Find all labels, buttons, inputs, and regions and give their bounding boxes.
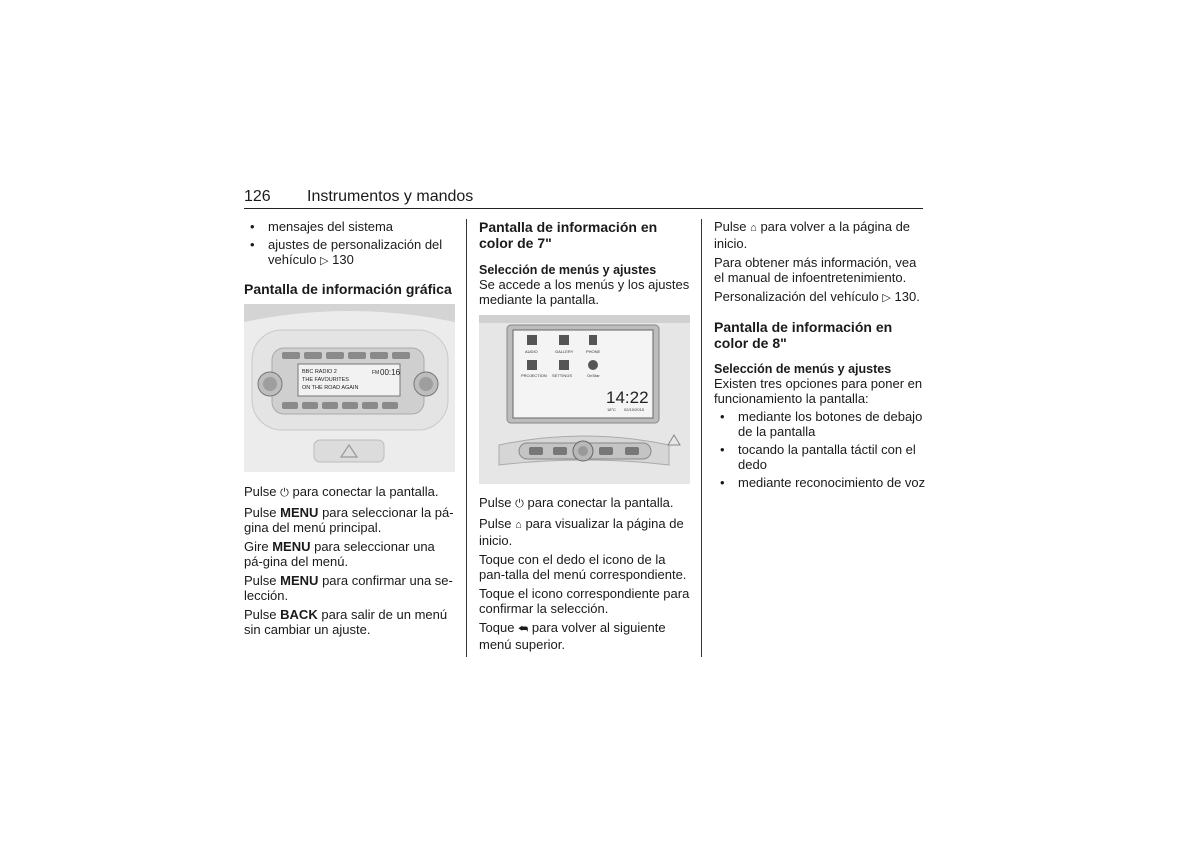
paragraph: Toque con el dedo el icono de la pan-talla del menú correspondiente. [479,552,687,582]
column-2 [479,219,691,656]
list-item [244,237,456,269]
list-item-text: mensajes del sistema [268,219,393,234]
page-reference-icon: ▷ [320,255,329,267]
column-3 [714,219,926,493]
paragraph: Personalización del vehículo ▷ 130. [714,289,920,304]
display-line: THE FAVOURITES [302,377,349,383]
back-icon: ⮪ [518,623,529,635]
paragraph: Pulse MENU para seleccionar la pá-gina del menú principal. [244,505,454,535]
page-header [244,188,923,209]
paragraph: Pulse ⏻ para conectar la pantalla. [244,484,439,499]
paragraph: Pulse ⌂ para visualizar la página de inicio. [479,516,684,548]
column-divider [466,219,467,657]
home-icon: ⌂ [515,519,522,531]
touchscreen-figure [479,315,690,484]
app-label: PHONE [586,349,601,354]
app-label: SETTINGS [552,373,573,378]
page-reference-icon: ▷ [882,292,891,304]
list-item: • mediante reconocimiento de voz [714,475,926,490]
list-item: • tocando la pantalla táctil con el dedo [714,442,926,472]
app-label: OnStar [587,373,600,378]
bullet-list [244,219,456,269]
screen-clock: 14:22 [606,388,649,407]
paragraph: Pulse ⏻ para conectar la pantalla. [479,495,674,510]
paragraph: Pulse MENU para confirmar una se-lección. [244,573,453,603]
bullet-list [714,409,926,490]
list-item [244,219,456,234]
column-1 [244,219,456,641]
display-line: ON THE ROAD AGAIN [302,385,359,391]
app-label: PROJECTION [521,373,547,378]
app-label: AUDIO [525,349,538,354]
page-reference: 130 [332,252,354,267]
radio-panel-figure [244,304,455,472]
column-divider [701,219,702,657]
list-item-text: ajustes de personalización del vehículo [268,237,443,267]
paragraph: Toque el icono correspondiente para confirmar la selección. [479,586,690,616]
page-number: 126 [244,188,271,205]
section-title: Pantalla de información en color de 8" [714,319,893,351]
section-title: Pantalla de información en color de 7" [479,219,658,251]
section-title: Pantalla de información gráfica [244,281,452,297]
paragraph: Pulse BACK para salir de un menú sin cambiar un ajuste. [244,607,448,637]
screen-temp: 18°C [607,407,616,412]
paragraph: Pulse ⌂ para volver a la página de inicio. [714,219,911,251]
paragraph: Para obtener más información, vea el manual de infoentretenimiento. [714,255,917,285]
display-line: BBC RADIO 2 [302,369,337,375]
home-icon: ⌂ [750,222,757,234]
app-label: GALLERY [555,349,574,354]
display-time: 00:16 [380,368,401,377]
paragraph: Toque ⮪ para volver al siguiente menú superior. [479,620,666,652]
paragraph: Gire MENU para seleccionar una pá-gina del menú. [244,539,435,569]
power-icon: ⏻ [280,487,289,499]
subsection-title: Selección de menús y ajustes [479,263,657,277]
screen-date: 02/10/2015 [624,407,645,412]
page-title: Instrumentos y mandos [307,188,474,205]
list-item: • mediante los botones de debajo de la pantalla [714,409,926,439]
paragraph: Existen tres opciones para poner en funcionamiento la pantalla: [714,376,923,406]
subsection-title: Selección de menús y ajustes [714,362,892,376]
paragraph: Se accede a los menús y los ajustes mediante la pantalla. [479,277,690,307]
display-band: FM [372,370,380,376]
power-icon: ⏻ [515,498,524,510]
